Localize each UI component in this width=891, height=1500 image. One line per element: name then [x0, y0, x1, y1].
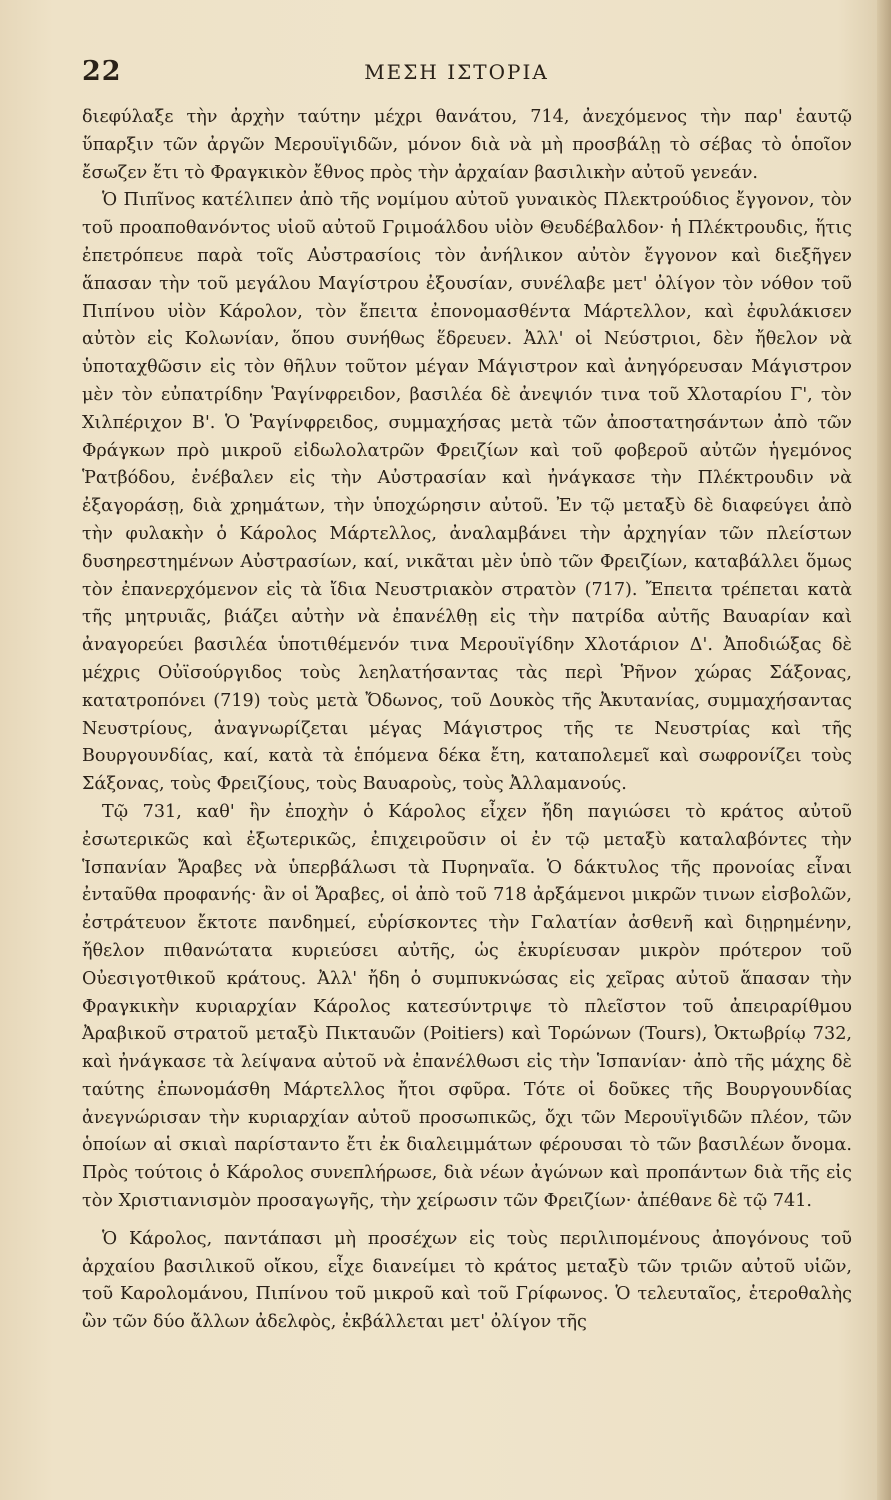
paragraph-pipinos: Ὁ Πιπῖνος κατέλιπεν ἀπὸ τῆς νομίμου αὐτοῦ γυναικὸς Πλεκτρούδιος ἔγγονον, τὸν τοῦ προαποθανόντος υἱοῦ αὐτοῦ Γριμοάλδου υἱὸν Θευδέβαλδον· ἡ Πλέκτρουδις, ἥτις ἐπετρόπευε παρὰ τοῖς Αὐστρασίοις τὸν ἀνήλικον αὐτὸν ἔγγονον καὶ διεξῆγεν ἅπασαν τὴν τοῦ μεγάλου Μαγίστρου ἐξουσίαν, συνέλαβε μετ' ὀλίγον τὸν νόθον τοῦ Πιπίνου υἱὸν Κάρολον, τὸν ἔπειτα ἐπονομασθέντα Μάρτελλον, καὶ ἐφυλάκισεν αὐτὸν εἰς Κολωνίαν, ὅπου συνήθως ἕδρευεν. Ἀλλ' οἱ Νεύστριοι, δὲν ἤθελον νὰ ὑποταχθῶσιν εἰς τὸν θῆλυν τοῦτον μέγαν Μάγιστρον καὶ ἀνηγόρευσαν Μάγιστρον μὲν τὸν εὐπατρίδην Ῥαγίνφρειδον, βασιλέα δὲ ἀνεψιόν τινα τοῦ Χλοταρίου Γ', τὸν Χιλπέριχον Β'. Ὁ Ῥαγίνφρειδος, συμμαχήσας μετὰ τῶν ἀποστατησάντων ἀπὸ τῶν Φράγκων πρὸ μικροῦ εἰδωλολατρῶν Φρειζίων καὶ τοῦ φοβεροῦ αὐτῶν ἡγεμόνος Ῥατβόδου, ἐνέβαλεν εἰς τὴν Αὐστρασίαν καὶ ἠνάγκασε τὴν Πλέκτρουδιν νὰ ἐξαγοράσῃ, διὰ χρημάτων, τὴν ὑποχώρησιν αὐτοῦ. Ἐν τῷ μεταξὺ δὲ διαφεύγει ἀπὸ τὴν φυλακὴν ὁ Κάρολος Μάρτελλος, ἀναλαμβάνει τὴν ἀρχηγίαν τῶν πλείστων δυσηρεστημένων Αὐστρασίων, καί, νικᾶται μὲν ὑπὸ τῶν Φρειζίων, καταβάλλει ὅμως τὸν ἐπανερχόμενον εἰς τὰ ἴδια Νευστριακὸν στρατὸν (717). Ἔπειτα τρέπεται κατὰ τῆς μητρυιᾶς, βιάζει αὐτὴν νὰ ἐπανέλθῃ εἰς τὴν πατρίδα αὐτῆς Βαυαρίαν καὶ ἀναγορεύει βασιλέα ὑποτιθέμενόν τινα Μερουϊγίδην Χλοτάριον Δ'. Ἀποδιώξας δὲ μέχρις Οὐϊσούργιδος τοὺς λεηλατήσαντας τὰς περὶ Ῥῆνον χώρας Σάξονας, κατατροπόνει (719) τοὺς μετὰ Ὄδωνος, τοῦ Δουκὸς τῆς Ἀκυτανίας, συμμαχήσαντας Νευστρίους, ἀναγνωρίζεται μέγας Μάγιστρος τῆς τε Νευστρίας καὶ τῆς Βουργουνδίας, καί, κατὰ τὰ ἑπόμενα δέκα ἔτη, καταπολεμεῖ καὶ σωφρονίζει τοὺς Σάξονας, τοὺς Φρειζίους, τοὺς Βαυαροὺς, τοὺς Ἀλλαμανούς.: [82, 190, 852, 795]
page-number: 22: [82, 56, 122, 87]
page-edge-shadow: [877, 0, 891, 1500]
running-title: ΜΕΣΗ ΙΣΤΟΡΙΑ: [364, 60, 549, 84]
paragraph-continuation: διεφύλαξε τὴν ἀρχὴν ταύτην μέχρι θανάτου, 714, ἀνεχόμενος τὴν παρ' ἑαυτῷ ὕπαρξιν τῶν ἀργῶν Μερουϊγιδῶν, μόνον διὰ νὰ μὴ προσβάλῃ τὸ σέβας τὸ ὁποῖον ἔσωζεν ἔτι τὸ Φραγκικὸν ἔθνος πρὸς τὴν ἀρχαίαν βασιλικὴν αὐτοῦ γενεάν.: [82, 107, 852, 183]
page-header: [82, 56, 831, 96]
page-body: [82, 104, 852, 1337]
paragraph-karolos: Ὁ Κάρολος, παντάπασι μὴ προσέχων εἰς τοὺς περιλιπομένους ἀπογόνους τοῦ ἀρχαίου βασιλικοῦ οἴκου, εἶχε διανείμει τὸ κράτος μεταξὺ τῶν τριῶν αὐτοῦ υἱῶν, τοῦ Καρολομάνου, Πιπίνου τοῦ μικροῦ καὶ τοῦ Γρίφωνος. Ὁ τελευταῖος, ἑτεροθαλὴς ὢν τῶν δύο ἄλλων ἀδελφὸς, ἐκβάλλεται μετ' ὀλίγον τῆς: [82, 1228, 852, 1333]
paragraph-731: Τῷ 731, καθ' ἣν ἐποχὴν ὁ Κάρολος εἶχεν ἤδη παγιώσει τὸ κράτος αὐτοῦ ἐσωτερικῶς καὶ ἐξωτερικῶς, ἐπιχειροῦσιν οἱ ἐν τῷ μεταξὺ καταλαβόντες τὴν Ἱσπανίαν Ἄραβες νὰ ὑπερβάλωσι τὰ Πυρηναῖα. Ὁ δάκτυλος τῆς προνοίας εἶναι ἐνταῦθα προφανής· ἂν οἱ Ἄραβες, οἱ ἀπὸ τοῦ 718 ἀρξάμενοι μικρῶν τινων εἰσβολῶν, ἐστράτευον ἔκτοτε πανδημεί, εὑρίσκοντες τὴν Γαλατίαν ἀσθενῆ καὶ διῃρημένην, ἤθελον πιθανώτατα κυριεύσει αὐτῆς, ὡς ἐκυρίευσαν μικρὸν πρότερον τοῦ Οὐεσιγοτθικοῦ κράτους. Ἀλλ' ἤδη ὁ συμπυκνώσας εἰς χεῖρας αὐτοῦ ἅπασαν τὴν Φραγκικὴν κυριαρχίαν Κάρολος κατεσύντριψε τὸ πλεῖστον τοῦ ἀπειραρίθμου Ἀραβικοῦ στρατοῦ μεταξὺ Πικταυῶν (Poitiers) καὶ Τορώνων (Tours), Ὀκτωβρίῳ 732, καὶ ἠνάγκασε τὰ λείψανα αὐτοῦ νὰ ἐπανέλθωσι εἰς τὴν Ἱσπανίαν· ἀπὸ τῆς μάχης δὲ ταύτης ἐπωνομάσθη Μάρτελλος ἤτοι σφῦρα. Τότε οἱ δοῦκες τῆς Βουργουνδίας ἀνεγνώρισαν τὴν κυριαρχίαν αὐτοῦ προσωπικῶς, ὄχι τῶν Μερουϊγιδῶν πλέον, τῶν ὁποίων αἱ σκιαὶ παρίσταντο ἔτι ἐκ διαλειμμάτων φέρουσαι τὸ τῶν βασιλέων ὄνομα. Πρὸς τούτοις ὁ Κάρολος συνεπλήρωσε, διὰ νέων ἀγώνων καὶ προπάντων διὰ τῆς εἰς τὸν Χριστιανισμὸν προσαγωγῆς, τὴν χείρωσιν τῶν Φρειζίων· ἀπέθανε δὲ τῷ 741.: [82, 801, 852, 1212]
